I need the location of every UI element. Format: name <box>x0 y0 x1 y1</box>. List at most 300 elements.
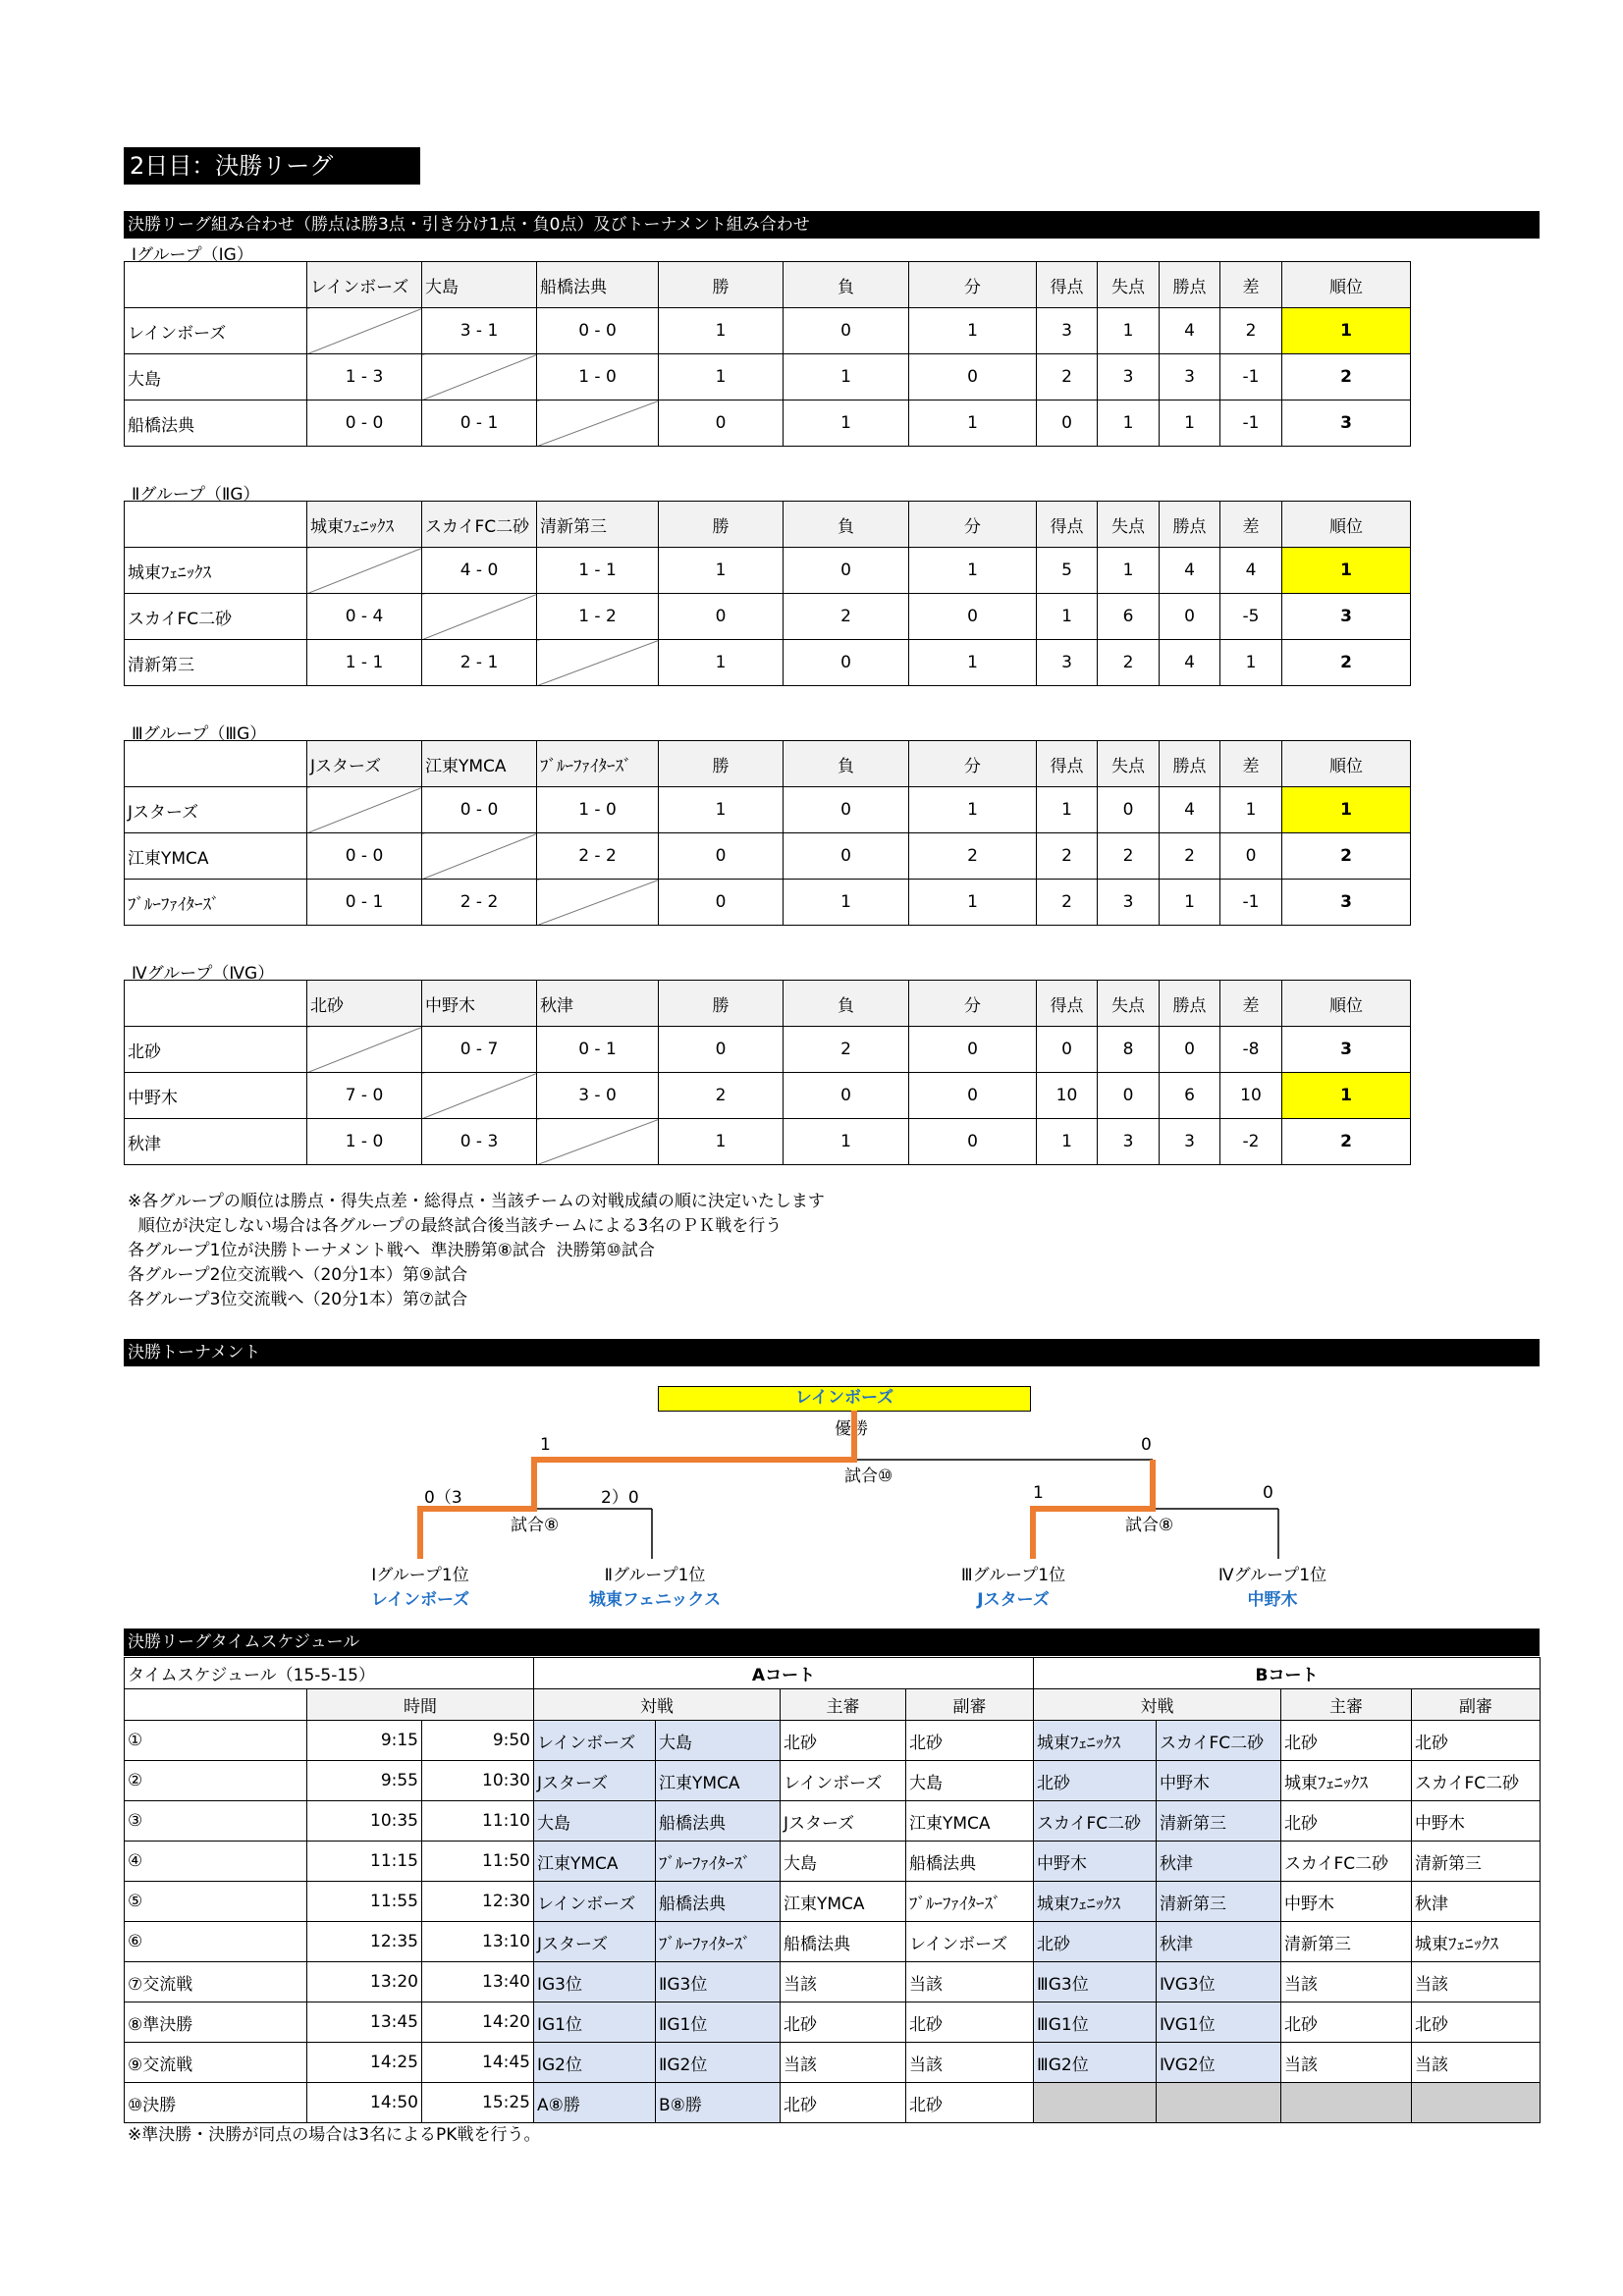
match-score: 3 - 1 <box>422 308 537 354</box>
stat-cell: 4 <box>1160 787 1220 833</box>
schedule-row <box>125 1842 1541 1882</box>
stat-cell: 3 <box>1160 354 1220 400</box>
court-b-referee: 北砂 <box>1281 1721 1412 1761</box>
schedule-row <box>125 1761 1541 1801</box>
court-a-referee: 当該 <box>781 1962 906 2002</box>
semi-left-match-label: 試合⑧ <box>511 1516 560 1535</box>
match-score: 3 - 0 <box>537 1073 659 1119</box>
stat-header: 差 <box>1220 262 1282 308</box>
stat-header: 得点 <box>1037 981 1098 1027</box>
court-b-team-1: 北砂 <box>1034 1761 1157 1801</box>
stat-cell: 0 <box>909 1027 1037 1073</box>
stat-header: 失点 <box>1098 981 1160 1027</box>
court-b-referee: 当該 <box>1281 2043 1412 2083</box>
start-time: 14:50 <box>307 2083 422 2123</box>
match-score: 0 - 1 <box>422 400 537 447</box>
stat-cell: 1 <box>784 1119 909 1165</box>
stat-cell: 1 <box>909 787 1037 833</box>
stat-cell: 0 <box>784 640 909 686</box>
rank-cell: 1 <box>1282 1073 1411 1119</box>
opponent-header: 城東ﾌｪﾆｯｸｽ <box>307 502 422 548</box>
court-a-team-2: 船橋法典 <box>656 1882 781 1922</box>
opponent-header: レインボーズ <box>307 262 422 308</box>
team-name: Jスターズ <box>125 787 307 833</box>
stat-cell: 1 <box>659 308 784 354</box>
end-time: 10:30 <box>422 1761 534 1801</box>
court-a-team-1: Jスターズ <box>534 1922 656 1962</box>
stat-header: 負 <box>784 502 909 548</box>
court-a-assistant: 北砂 <box>906 2083 1034 2123</box>
match-score: 1 - 2 <box>537 594 659 640</box>
rank-cell: 1 <box>1282 787 1411 833</box>
court-a-team-2: ⅡG3位 <box>656 1962 781 2002</box>
court-b-assistant: 秋津 <box>1412 1882 1541 1922</box>
opponent-header: ﾌﾞﾙｰﾌｧｲﾀｰｽﾞ <box>537 741 659 787</box>
schedule-row <box>125 1801 1541 1842</box>
stat-cell: 0 <box>784 1073 909 1119</box>
rank-cell: 2 <box>1282 640 1411 686</box>
stat-cell: 1 <box>1037 594 1098 640</box>
stat-cell: 1 <box>909 640 1037 686</box>
opponent-header: 大島 <box>422 262 537 308</box>
stat-header: 負 <box>784 981 909 1027</box>
court-a-referee: 北砂 <box>781 2002 906 2043</box>
tournament-section-bar: 決勝トーナメント <box>124 1339 1540 1366</box>
schedule-row <box>125 2002 1541 2043</box>
match-number: ⑤ <box>125 1882 307 1922</box>
court-a-team-1: 江東YMCA <box>534 1842 656 1882</box>
stat-cell: 1 <box>1160 400 1220 447</box>
match-number: ③ <box>125 1801 307 1842</box>
opponent-header: 船橋法典 <box>537 262 659 308</box>
semi-left-score-a: 0（3 <box>424 1488 462 1508</box>
court-b-team-2: 秋津 <box>1157 1842 1281 1882</box>
stat-cell: 3 <box>1098 1119 1160 1165</box>
stat-cell: 2 <box>1037 833 1098 880</box>
final-match-label: 試合⑩ <box>844 1467 893 1486</box>
court-b-team-2: 清新第三 <box>1157 1882 1281 1922</box>
schedule-row <box>125 1882 1541 1922</box>
stat-cell: 0 <box>909 1119 1037 1165</box>
court-a-team-2: ﾌﾞﾙｰﾌｧｲﾀｰｽﾞ <box>656 1922 781 1962</box>
team-name: 清新第三 <box>125 640 307 686</box>
final-left-score: 1 <box>540 1435 551 1455</box>
stat-cell: 3 <box>1037 308 1098 354</box>
stat-cell: 2 <box>1160 833 1220 880</box>
match-score: 0 - 0 <box>422 787 537 833</box>
court-a-team-2: ⅡG2位 <box>656 2043 781 2083</box>
stat-cell: 6 <box>1160 1073 1220 1119</box>
team-name: 船橋法典 <box>125 400 307 447</box>
team-name: 中野木 <box>125 1073 307 1119</box>
start-time: 9:15 <box>307 1721 422 1761</box>
court-b-referee: 中野木 <box>1281 1882 1412 1922</box>
stat-cell: -1 <box>1220 400 1282 447</box>
court-b-team-2: ⅣG3位 <box>1157 1962 1281 2002</box>
stat-cell: 4 <box>1160 640 1220 686</box>
stat-cell: 4 <box>1160 548 1220 594</box>
stat-header: 得点 <box>1037 502 1098 548</box>
court-a-assistant: ﾌﾞﾙｰﾌｧｲﾀｰｽﾞ <box>906 1882 1034 1922</box>
court-a-team-1: ⅠG2位 <box>534 2043 656 2083</box>
stat-cell: 0 <box>909 594 1037 640</box>
league-section-bar: 決勝リーグ組み合わせ（勝点は勝3点・引き分け1点・負0点）及びトーナメント組み合わせ <box>124 211 1540 239</box>
court-b-assistant: 中野木 <box>1412 1801 1541 1842</box>
semi-right-match-label: 試合⑧ <box>1125 1516 1174 1535</box>
team-name: 北砂 <box>125 1027 307 1073</box>
match-header-b: 対戦 <box>1034 1689 1281 1721</box>
schedule-row <box>125 1962 1541 2002</box>
stat-cell: 3 <box>1098 354 1160 400</box>
stat-cell: 3 <box>1160 1119 1220 1165</box>
stat-cell: 10 <box>1037 1073 1098 1119</box>
match-score: 0 - 1 <box>537 1027 659 1073</box>
stat-header: 分 <box>909 741 1037 787</box>
stat-header: 失点 <box>1098 262 1160 308</box>
rank-cell: 2 <box>1282 354 1411 400</box>
stat-cell: 1 <box>909 548 1037 594</box>
court-a-assistant: 船橋法典 <box>906 1842 1034 1882</box>
opponent-header: Jスターズ <box>307 741 422 787</box>
team-name: レインボーズ <box>125 308 307 354</box>
match-score: 0 - 7 <box>422 1027 537 1073</box>
stat-cell: -1 <box>1220 880 1282 926</box>
start-time: 9:55 <box>307 1761 422 1801</box>
rank-cell: 3 <box>1282 400 1411 447</box>
schedule-row <box>125 2043 1541 2083</box>
schedule-no-header <box>125 1689 307 1721</box>
team-name: スカイFC二砂 <box>125 594 307 640</box>
time-header: 時間 <box>307 1689 534 1721</box>
schedule-court-row <box>125 1658 1541 1689</box>
rank-cell: 1 <box>1282 548 1411 594</box>
stat-cell: 1 <box>1220 640 1282 686</box>
match-number: ⑩決勝 <box>125 2083 307 2123</box>
match-score: 0 - 0 <box>537 308 659 354</box>
opponent-header: 江東YMCA <box>422 741 537 787</box>
court-b-team-1: ⅢG2位 <box>1034 2043 1157 2083</box>
start-time: 13:20 <box>307 1962 422 2002</box>
stat-header: 分 <box>909 502 1037 548</box>
match-score: 0 - 3 <box>422 1119 537 1165</box>
court-b-assistant: 北砂 <box>1412 2002 1541 2043</box>
court-b-referee: 北砂 <box>1281 2002 1412 2043</box>
stat-header: 分 <box>909 262 1037 308</box>
start-time: 13:45 <box>307 2002 422 2043</box>
stat-cell: 2 <box>1098 640 1160 686</box>
stat-cell: 2 <box>1220 308 1282 354</box>
champion-label: 優勝 <box>835 1419 868 1439</box>
end-time: 9:50 <box>422 1721 534 1761</box>
match-score: 1 - 3 <box>307 354 422 400</box>
court-a-assistant: 大島 <box>906 1761 1034 1801</box>
stat-header: 順位 <box>1282 741 1411 787</box>
schedule-footnote: ※準決勝・決勝が同点の場合は3名によるPK戦を行う。 <box>128 2125 541 2145</box>
stat-header: 差 <box>1220 981 1282 1027</box>
end-time: 13:10 <box>422 1922 534 1962</box>
stat-cell: 1 <box>1098 400 1160 447</box>
stat-cell: 0 <box>784 833 909 880</box>
match-number: ⑦交流戦 <box>125 1962 307 2002</box>
match-number: ⑥ <box>125 1922 307 1962</box>
stat-cell: 0 <box>659 1027 784 1073</box>
match-score: 1 - 0 <box>307 1119 422 1165</box>
match-score: 2 - 2 <box>422 880 537 926</box>
stat-header: 勝 <box>659 981 784 1027</box>
match-score: 1 - 0 <box>537 787 659 833</box>
court-b-assistant: スカイFC二砂 <box>1412 1761 1541 1801</box>
court-a-referee: 大島 <box>781 1842 906 1882</box>
court-a-team-1: レインボーズ <box>534 1882 656 1922</box>
court-b-team-1: 中野木 <box>1034 1842 1157 1882</box>
court-b-team-2: スカイFC二砂 <box>1157 1721 1281 1761</box>
stat-cell: 0 <box>1098 787 1160 833</box>
court-b-team-2: ⅣG1位 <box>1157 2002 1281 2043</box>
slot-group-label: Ⅱグループ1位 <box>604 1566 706 1585</box>
court-a-assistant: 当該 <box>906 1962 1034 2002</box>
stat-cell: 0 <box>909 354 1037 400</box>
stat-cell: 1 <box>909 308 1037 354</box>
stat-cell: 0 <box>784 548 909 594</box>
stat-cell: 0 <box>1160 1027 1220 1073</box>
note-line: 順位が決定しない場合は各グループの最終試合後当該チームによる3名のＰＫ戦を行う <box>128 1216 783 1236</box>
stat-cell: 1 <box>659 354 784 400</box>
stat-cell: 2 <box>659 1073 784 1119</box>
team-name: 秋津 <box>125 1119 307 1165</box>
end-time: 12:30 <box>422 1882 534 1922</box>
slot-team-name: Jスターズ <box>977 1590 1050 1610</box>
stat-cell: 2 <box>784 594 909 640</box>
stat-cell: 0 <box>659 880 784 926</box>
match-score: 2 - 1 <box>422 640 537 686</box>
match-score: 1 - 0 <box>537 354 659 400</box>
stat-cell: 0 <box>1220 833 1282 880</box>
court-a-team-2: ⅡG1位 <box>656 2002 781 2043</box>
stat-header: 得点 <box>1037 741 1098 787</box>
team-name: 大島 <box>125 354 307 400</box>
court-a-team-2: B⑧勝 <box>656 2083 781 2123</box>
stat-cell: 4 <box>1160 308 1220 354</box>
note-line: ※各グループの順位は勝点・得失点差・総得点・当該チームの対戦成績の順に決定いたします <box>128 1192 825 1211</box>
winner-path-right <box>1033 1460 1153 1559</box>
semi-right-score-a: 1 <box>1033 1483 1044 1503</box>
rank-cell: 3 <box>1282 880 1411 926</box>
note-line: 各グループ3位交流戦へ（20分1本）第⑦試合 <box>128 1290 468 1309</box>
schedule-section-bar: 決勝リーグタイムスケジュール <box>124 1629 1540 1656</box>
stat-header: 勝点 <box>1160 502 1220 548</box>
stat-header: 負 <box>784 741 909 787</box>
stat-cell: 3 <box>1037 640 1098 686</box>
page-title: 2日目：決勝リーグ <box>124 147 420 185</box>
stat-cell: 0 <box>1037 1027 1098 1073</box>
stat-cell: 0 <box>659 594 784 640</box>
stat-header: 勝点 <box>1160 262 1220 308</box>
stat-header: 勝点 <box>1160 741 1220 787</box>
court-b-assistant <box>1412 2083 1541 2123</box>
stat-cell: 5 <box>1037 548 1098 594</box>
stat-cell: 2 <box>784 1027 909 1073</box>
stat-header: 失点 <box>1098 741 1160 787</box>
match-score: 4 - 0 <box>422 548 537 594</box>
stat-cell: 10 <box>1220 1073 1282 1119</box>
stat-header: 勝 <box>659 262 784 308</box>
stat-cell: 2 <box>1037 354 1098 400</box>
stat-cell: 1 <box>909 400 1037 447</box>
schedule-subtitle: タイムスケジュール（15-5-15） <box>125 1658 534 1689</box>
stat-cell: 1 <box>659 548 784 594</box>
stat-cell: 2 <box>909 833 1037 880</box>
rank-cell: 2 <box>1282 1119 1411 1165</box>
start-time: 14:25 <box>307 2043 422 2083</box>
stat-cell: 0 <box>1037 400 1098 447</box>
court-b-team-1: 北砂 <box>1034 1922 1157 1962</box>
stat-header: 勝 <box>659 741 784 787</box>
start-time: 12:35 <box>307 1922 422 1962</box>
court-a-team-1: Jスターズ <box>534 1761 656 1801</box>
stat-cell: -1 <box>1220 354 1282 400</box>
match-number: ① <box>125 1721 307 1761</box>
match-number: ④ <box>125 1842 307 1882</box>
court-a-team-1: A⑧勝 <box>534 2083 656 2123</box>
stat-header: 順位 <box>1282 981 1411 1027</box>
rank-cell: 1 <box>1282 308 1411 354</box>
court-a-header: Aコート <box>534 1658 1034 1689</box>
match-number: ② <box>125 1761 307 1801</box>
stat-header: 順位 <box>1282 502 1411 548</box>
stat-cell: 2 <box>1037 880 1098 926</box>
slot-team-name: 中野木 <box>1247 1590 1298 1610</box>
group-label: Ⅰグループ（ⅠG） <box>132 245 253 265</box>
court-b-team-2: ⅣG2位 <box>1157 2043 1281 2083</box>
slot-group-label: Ⅲグループ1位 <box>960 1566 1066 1585</box>
assistant-header-a: 副審 <box>906 1689 1034 1721</box>
stat-cell: 1 <box>659 787 784 833</box>
opponent-header: 清新第三 <box>537 502 659 548</box>
court-b-referee: 北砂 <box>1281 1801 1412 1842</box>
court-b-referee: 城東ﾌｪﾆｯｸｽ <box>1281 1761 1412 1801</box>
court-b-referee <box>1281 2083 1412 2123</box>
stat-header: 差 <box>1220 741 1282 787</box>
end-time: 13:40 <box>422 1962 534 2002</box>
schedule-row <box>125 2083 1541 2123</box>
court-b-assistant: 城東ﾌｪﾆｯｸｽ <box>1412 1922 1541 1962</box>
stat-cell: 0 <box>784 308 909 354</box>
match-score: 0 - 1 <box>307 880 422 926</box>
stat-header: 順位 <box>1282 262 1411 308</box>
end-time: 14:45 <box>422 2043 534 2083</box>
court-b-team-1: 城東ﾌｪﾆｯｸｽ <box>1034 1721 1157 1761</box>
court-a-assistant: レインボーズ <box>906 1922 1034 1962</box>
stat-cell: 1 <box>659 640 784 686</box>
court-a-team-2: 大島 <box>656 1721 781 1761</box>
stat-header: 分 <box>909 981 1037 1027</box>
end-time: 14:20 <box>422 2002 534 2043</box>
stat-cell: 1 <box>1037 1119 1098 1165</box>
court-a-team-1: 大島 <box>534 1801 656 1842</box>
end-time: 11:10 <box>422 1801 534 1842</box>
rank-cell: 2 <box>1282 833 1411 880</box>
stat-cell: 1 <box>1220 787 1282 833</box>
court-a-referee: 江東YMCA <box>781 1882 906 1922</box>
court-a-team-1: ⅠG3位 <box>534 1962 656 2002</box>
court-a-team-2: 船橋法典 <box>656 1801 781 1842</box>
match-score: 1 - 1 <box>307 640 422 686</box>
stat-cell: 4 <box>1220 548 1282 594</box>
stat-header: 差 <box>1220 502 1282 548</box>
rank-cell: 3 <box>1282 1027 1411 1073</box>
champion-box: レインボーズ <box>658 1386 1031 1412</box>
stat-cell: 0 <box>659 400 784 447</box>
match-score: 0 - 0 <box>307 833 422 880</box>
court-a-team-1: レインボーズ <box>534 1721 656 1761</box>
opponent-header: スカイFC二砂 <box>422 502 537 548</box>
court-a-assistant: 当該 <box>906 2043 1034 2083</box>
stat-cell: 1 <box>1160 880 1220 926</box>
slot-team-name: 城東フェニックス <box>588 1590 722 1610</box>
note-line: 各グループ1位が決勝トーナメント戦へ 準決勝第⑧試合 決勝第⑩試合 <box>128 1241 655 1260</box>
stat-cell: 1 <box>784 400 909 447</box>
schedule-row <box>125 1922 1541 1962</box>
referee-header-a: 主審 <box>781 1689 906 1721</box>
stat-cell: 0 <box>659 833 784 880</box>
stat-header: 勝 <box>659 502 784 548</box>
court-a-team-2: ﾌﾞﾙｰﾌｧｲﾀｰｽﾞ <box>656 1842 781 1882</box>
court-a-assistant: 北砂 <box>906 2002 1034 2043</box>
court-a-referee: Jスターズ <box>781 1801 906 1842</box>
stat-cell: 0 <box>784 787 909 833</box>
stat-cell: -2 <box>1220 1119 1282 1165</box>
semi-right-score-b: 0 <box>1263 1483 1273 1503</box>
stat-cell: 1 <box>1098 308 1160 354</box>
match-number: ⑨交流戦 <box>125 2043 307 2083</box>
schedule-header-row <box>125 1689 1541 1721</box>
start-time: 11:15 <box>307 1842 422 1882</box>
stat-cell: 1 <box>1037 787 1098 833</box>
match-score: 0 - 0 <box>307 400 422 447</box>
stat-cell: 0 <box>1098 1073 1160 1119</box>
court-a-referee: 船橋法典 <box>781 1922 906 1962</box>
court-a-team-1: ⅠG1位 <box>534 2002 656 2043</box>
court-b-referee: 当該 <box>1281 1962 1412 2002</box>
stat-header: 勝点 <box>1160 981 1220 1027</box>
end-time: 11:50 <box>422 1842 534 1882</box>
match-score: 0 - 4 <box>307 594 422 640</box>
court-b-team-1: ⅢG3位 <box>1034 1962 1157 2002</box>
stat-header: 失点 <box>1098 502 1160 548</box>
start-time: 11:55 <box>307 1882 422 1922</box>
court-b-referee: スカイFC二砂 <box>1281 1842 1412 1882</box>
opponent-header: 北砂 <box>307 981 422 1027</box>
stat-header: 負 <box>784 262 909 308</box>
court-b-assistant: 当該 <box>1412 1962 1541 2002</box>
stat-cell: -8 <box>1220 1027 1282 1073</box>
semi-left-score-b: 2）0 <box>601 1488 639 1508</box>
stat-cell: 1 <box>659 1119 784 1165</box>
opponent-header: 秋津 <box>537 981 659 1027</box>
stat-cell: -5 <box>1220 594 1282 640</box>
team-name: 城東ﾌｪﾆｯｸｽ <box>125 548 307 594</box>
court-b-team-2: 清新第三 <box>1157 1801 1281 1842</box>
schedule-row <box>125 1721 1541 1761</box>
group-label: Ⅲグループ（ⅢG） <box>132 724 267 744</box>
court-a-referee: 当該 <box>781 2043 906 2083</box>
court-a-referee: 北砂 <box>781 1721 906 1761</box>
schedule-table <box>124 1657 1541 2123</box>
group-label: Ⅳグループ（ⅣG） <box>132 964 275 984</box>
court-b-referee: 清新第三 <box>1281 1922 1412 1962</box>
court-a-team-2: 江東YMCA <box>656 1761 781 1801</box>
stat-header: 得点 <box>1037 262 1098 308</box>
